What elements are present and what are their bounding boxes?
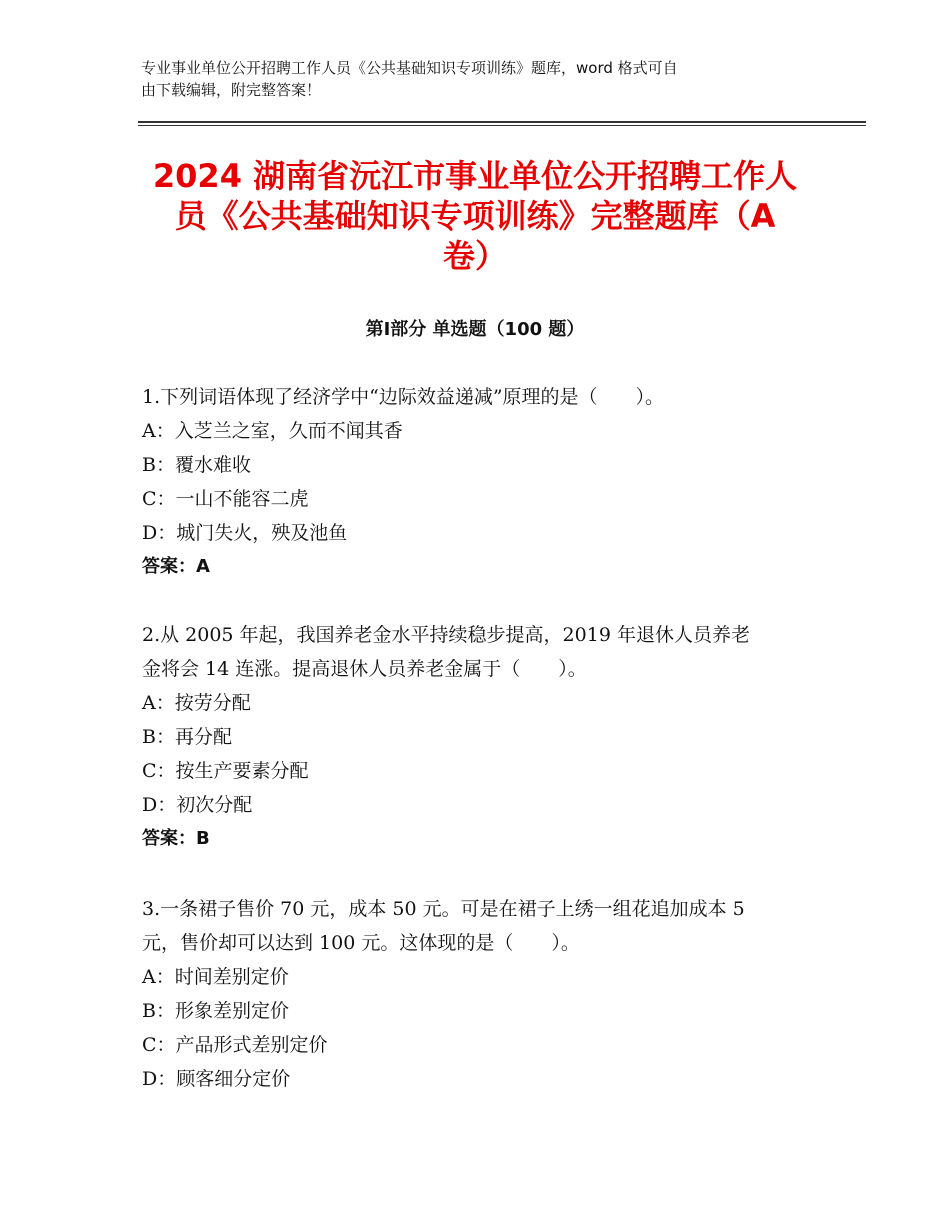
option-a: A：按劳分配 — [142, 692, 251, 714]
question-stem: 1.下列词语体现了经济学中“边际效益递减”原理的是（ ）。 — [142, 386, 665, 408]
option-b: B：再分配 — [142, 726, 232, 748]
option-d: D：顾客细分定价 — [142, 1068, 291, 1090]
answer-text: 答案：B — [142, 828, 210, 849]
question-stem: 2.从 2005 年起，我国养老金水平持续稳步提高，2019 年退休人员养老 — [142, 624, 750, 646]
option-b: B：覆水难收 — [142, 454, 251, 476]
question-2 — [142, 618, 822, 856]
question-3 — [142, 892, 822, 1096]
title-line: 员《公共基础知识专项训练》完整题库（A — [174, 197, 776, 235]
option-b: B：形象差别定价 — [142, 1000, 289, 1022]
title-line: 卷） — [442, 237, 507, 275]
section-heading: 第Ⅰ部分 单选题（100 题） — [365, 319, 585, 340]
title-line: 2024 湖南省沅江市事业单位公开招聘工作人 — [152, 157, 798, 195]
option-a: A：时间差别定价 — [142, 966, 289, 988]
header-divider-thin — [138, 125, 866, 126]
document-title — [135, 156, 815, 276]
question-stem: 金将会 14 连涨。提高退休人员养老金属于（ ）。 — [142, 658, 587, 680]
option-c: C：产品形式差别定价 — [142, 1034, 328, 1056]
option-c: C：按生产要素分配 — [142, 760, 309, 782]
question-1 — [142, 380, 822, 584]
option-d: D：城门失火，殃及池鱼 — [142, 522, 348, 544]
header-note-line: 由下载编辑，附完整答案！ — [141, 81, 322, 99]
header-divider — [138, 121, 866, 123]
answer-text: 答案：A — [142, 556, 210, 577]
header-note — [141, 57, 811, 101]
option-a: A：入芝兰之室，久而不闻其香 — [142, 420, 403, 442]
option-c: C：一山不能容二虎 — [142, 488, 309, 510]
header-note-line: 专业事业单位公开招聘工作人员《公共基础知识专项训练》题库，word 格式可自 — [141, 59, 678, 77]
question-stem: 元，售价却可以达到 100 元。这体现的是（ ）。 — [142, 932, 580, 954]
option-d: D：初次分配 — [142, 794, 253, 816]
question-stem: 3.一条裙子售价 70 元，成本 50 元。可是在裙子上绣一组花追加成本 5 — [142, 898, 745, 920]
